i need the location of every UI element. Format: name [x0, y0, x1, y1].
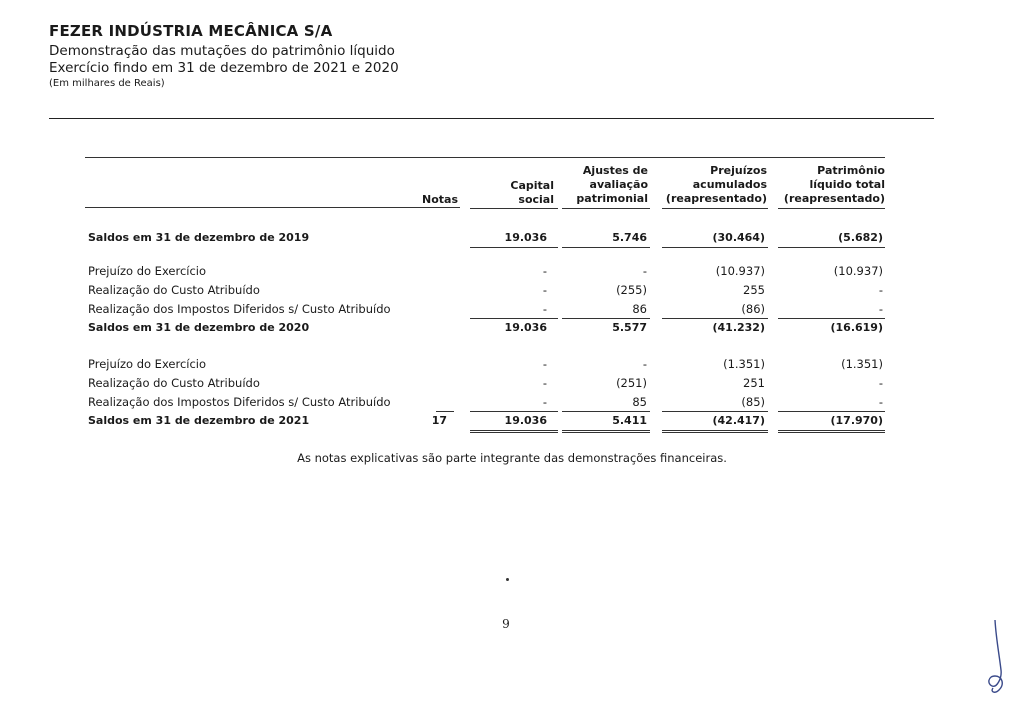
- header-underline-patrimonio: [778, 208, 885, 209]
- total-rule: [470, 247, 558, 248]
- header-underline-ajustes: [562, 208, 650, 209]
- cell-prejuizos: (85): [741, 395, 765, 409]
- page-number: 9: [502, 617, 510, 631]
- footnote: As notas explicativas são parte integrante das demonstrações financeiras.: [297, 451, 727, 465]
- row-label: Prejuízo do Exercício: [88, 357, 207, 371]
- cell-ajustes: 5.746: [612, 231, 647, 244]
- cell-ajustes: 5.411: [612, 414, 647, 427]
- cell-ajustes: 85: [632, 395, 647, 409]
- header-underline-capital: [470, 208, 558, 209]
- cell-patrimonio: (16.619): [830, 321, 883, 334]
- row-label: Realização dos Impostos Diferidos s/ Custo Atribuído: [88, 395, 391, 409]
- statement-period: Exercício findo em 31 de dezembro de 2021 e 2020: [49, 60, 399, 76]
- header-notes: Notas: [422, 193, 458, 206]
- subtotal-rule: [562, 411, 650, 412]
- grand-total-rule: [470, 430, 558, 433]
- table-row: [85, 283, 885, 299]
- subtotal-rule: [662, 411, 768, 412]
- row-label: Saldos em 31 de dezembro de 2021: [88, 414, 310, 427]
- cell-capital: -: [542, 395, 547, 409]
- table-row: [85, 376, 885, 392]
- header-patrimonio: [770, 164, 885, 206]
- subtotal-rule: [470, 411, 558, 412]
- statement-title: Demonstração das mutações do patrimônio líquido: [49, 43, 395, 59]
- table-row-balance-2019: [85, 231, 885, 247]
- cell-patrimonio: -: [878, 395, 883, 409]
- cell-prejuizos: (1.351): [723, 357, 765, 371]
- cell-ajustes: 86: [632, 302, 647, 316]
- total-rule: [562, 247, 650, 248]
- cell-prejuizos: (10.937): [715, 264, 765, 278]
- stray-dot: [506, 578, 509, 581]
- cell-prejuizos: (41.232): [712, 321, 765, 334]
- cell-capital: 19.036: [504, 231, 547, 244]
- cell-patrimonio: -: [878, 283, 883, 297]
- cell-capital: -: [542, 357, 547, 371]
- subtotal-rule: [470, 318, 558, 319]
- subtotal-rule: [662, 318, 768, 319]
- subtotal-rule: [436, 411, 454, 412]
- subtotal-rule: [778, 318, 885, 319]
- subtotal-rule: [562, 318, 650, 319]
- row-label: Realização dos Impostos Diferidos s/ Custo Atribuído: [88, 302, 391, 316]
- table-row: [85, 357, 885, 373]
- table-row-balance-2021: [85, 414, 885, 430]
- cell-patrimonio: (1.351): [841, 357, 883, 371]
- cell-capital: 19.036: [504, 321, 547, 334]
- grand-total-rule: [562, 430, 650, 433]
- cell-ajustes: (251): [616, 376, 647, 390]
- header-patrimonio-line2: líquido total: [809, 178, 885, 191]
- header-prejuizos-line2: acumulados: [692, 178, 767, 191]
- cell-prejuizos: (86): [741, 302, 765, 316]
- table-row: [85, 395, 885, 411]
- row-label: Realização do Custo Atribuído: [88, 283, 260, 297]
- header-ajustes: [560, 164, 648, 206]
- cell-prejuizos: 251: [743, 376, 765, 390]
- cell-patrimonio: (10.937): [833, 264, 883, 278]
- cell-patrimonio: (17.970): [830, 414, 883, 427]
- header-underline-prejuizos: [662, 208, 768, 209]
- header-capital: [470, 179, 554, 207]
- header-patrimonio-line3: (reapresentado): [783, 192, 885, 205]
- currency-note: (Em milhares de Reais): [49, 78, 165, 89]
- header-capital-line2: social: [518, 193, 554, 206]
- header-ajustes-line2: avaliação: [589, 178, 648, 191]
- row-label: Saldos em 31 de dezembro de 2019: [88, 231, 310, 244]
- header-prejuizos: [655, 164, 767, 206]
- header-prejuizos-line3: (reapresentado): [665, 192, 767, 205]
- table-row: [85, 302, 885, 318]
- cell-prejuizos: (30.464): [712, 231, 765, 244]
- cell-patrimonio: -: [878, 302, 883, 316]
- cell-ajustes: (255): [616, 283, 647, 297]
- cell-capital: -: [542, 264, 547, 278]
- header-ajustes-line1: Ajustes de: [582, 164, 648, 177]
- cell-ajustes: -: [642, 264, 647, 278]
- cell-capital: -: [542, 283, 547, 297]
- cell-capital: -: [542, 376, 547, 390]
- cell-prejuizos: (42.417): [712, 414, 765, 427]
- header-patrimonio-line1: Patrimônio: [817, 164, 885, 177]
- cell-patrimonio: -: [878, 376, 883, 390]
- row-label: Saldos em 31 de dezembro de 2020: [88, 321, 310, 334]
- grand-total-rule: [778, 430, 885, 433]
- cell-notes: 17: [431, 414, 447, 427]
- company-name: FEZER INDÚSTRIA MECÂNICA S/A: [49, 22, 333, 40]
- cell-capital: -: [542, 302, 547, 316]
- header-capital-line1: Capital: [510, 179, 554, 192]
- row-label: Prejuízo do Exercício: [88, 264, 207, 278]
- initials-signature-icon: [975, 618, 1015, 698]
- table-top-rule: [85, 157, 885, 158]
- row-label: Realização do Custo Atribuído: [88, 376, 260, 390]
- header-divider: [49, 118, 934, 119]
- header-prejuizos-line1: Prejuízos: [710, 164, 767, 177]
- grand-total-rule: [662, 430, 768, 433]
- total-rule: [662, 247, 768, 248]
- table-row-balance-2020: [85, 321, 885, 337]
- cell-capital: 19.036: [504, 414, 547, 427]
- cell-ajustes: 5.577: [612, 321, 647, 334]
- header-ajustes-line3: patrimonial: [576, 192, 648, 205]
- table-row: [85, 264, 885, 280]
- total-rule: [778, 247, 885, 248]
- cell-patrimonio: (5.682): [838, 231, 883, 244]
- header-underline-notes: [85, 207, 460, 208]
- cell-ajustes: -: [642, 357, 647, 371]
- cell-prejuizos: 255: [743, 283, 765, 297]
- subtotal-rule: [778, 411, 885, 412]
